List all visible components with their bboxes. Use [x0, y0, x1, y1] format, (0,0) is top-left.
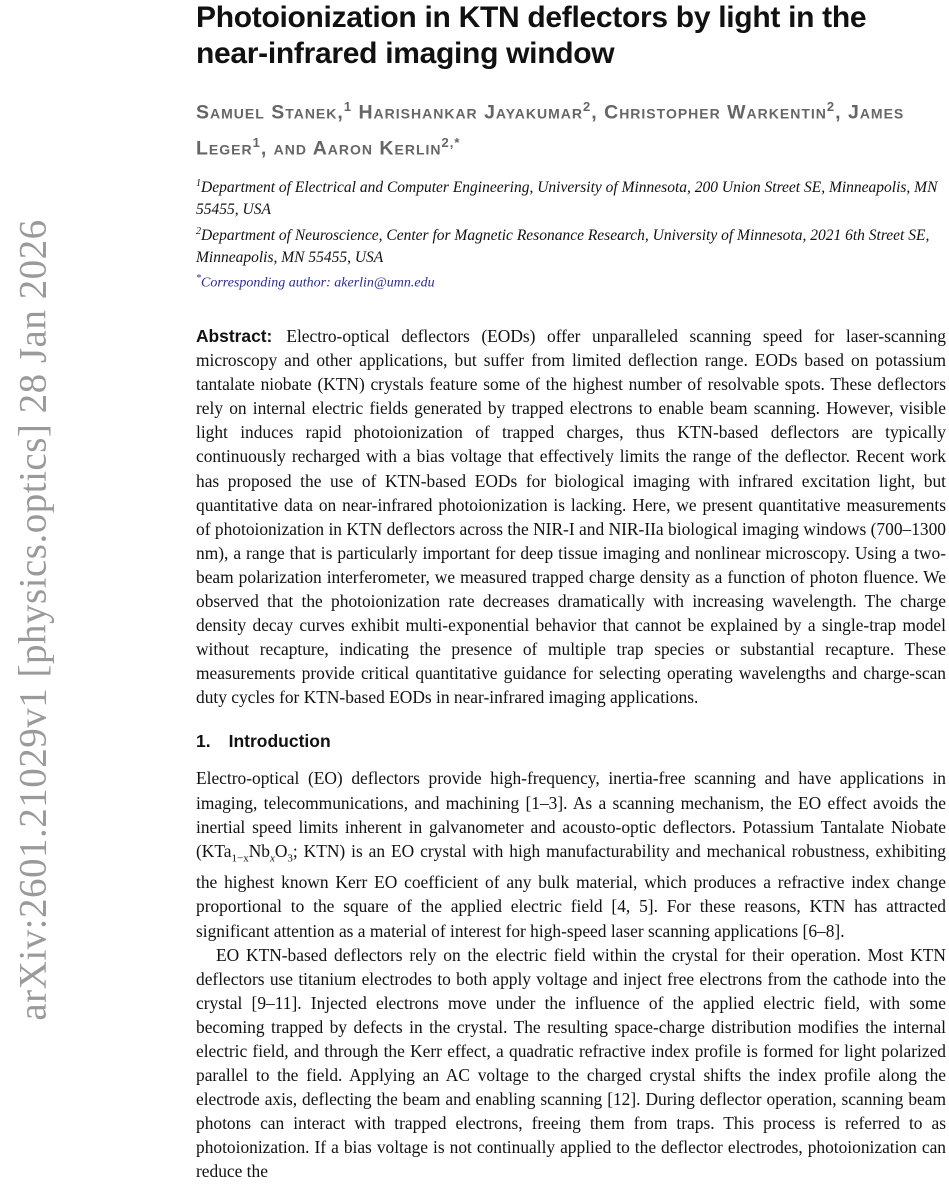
affiliation-text: Department of Electrical and Computer Engineering, University of Minnesota, 200 Union Street SE, Minneapolis, MN 55455, USA	[196, 179, 938, 219]
intro-paragraph-1	[196, 766, 946, 942]
affiliation-sup: 1	[196, 178, 201, 189]
text-run: ; KTN) is an EO crystal with high manufacturability and mechanical robustness, exhibiting the highest known Kerr EO coefficient of any bulk material, which produces a refractive index change proportional to the square of the applied electric field [4, 5]. For these reasons, KTN has attracted significant attention as a material of interest for high-speed laser scanning applications [6–8].	[196, 840, 946, 941]
affiliation	[196, 221, 946, 269]
author-name: Harishankar Jayakumar	[358, 101, 584, 124]
author-name: James Leger	[196, 101, 905, 159]
paper-body	[196, 0, 946, 1184]
arxiv-sidebar	[0, 0, 62, 1200]
abstract	[196, 324, 946, 710]
subscript: 3	[287, 852, 293, 865]
subscript: x	[269, 852, 275, 865]
section-title: Introduction	[228, 731, 331, 752]
corresponding-sup: *	[196, 273, 201, 285]
section-number: 1.	[196, 731, 211, 752]
author-sup: 1	[252, 134, 261, 150]
subscript: 1−x	[231, 852, 249, 865]
text-run: Nb	[248, 840, 270, 861]
intro-paragraph-2: EO KTN-based deflectors rely on the electric field within the crystal for their operation. Most KTN deflectors use titanium electrodes to both apply voltage and inject free electrons from the cathode into the crystal [9–11]. Injected electrons move under the influence of the applied electric field, with some becoming trapped by defects in the crystal. The resulting space-charge distribution modifies the internal electric field, and through the Kerr effect, a quadratic refractive index profile is formed for light polarized parallel to the field. Applying an AC voltage to the charged crystal shifts the index profile along the electrode axis, deflecting the beam and enabling scanning [12]. During deflector operation, scanning beam photons can interact with trapped electrons, freeing them from traps. This process is referred to as photoionization. If a bias voltage is not continually applied to the deflector electrodes, photoionization can reduce the	[196, 944, 946, 1182]
author-name: Samuel Stanek,	[196, 101, 344, 124]
paper-title: Photoionization in KTN deflectors by light in the near-infrared imaging window	[196, 1, 867, 70]
author-sup: 1	[343, 99, 353, 114]
affiliation-sup: 2	[196, 226, 201, 238]
author-sup: 2	[826, 99, 836, 114]
author-sup: 2	[583, 99, 592, 114]
affiliations	[196, 173, 946, 294]
abstract-text: Electro-optical deflectors (EODs) offer unparalleled scanning speed for laser-scanning microscopy and other applications, but suffer from limited deflection range. EODs based on potassium tantalate niobate (KTN) crystals feature some of the highest number of resolvable spots. These deflectors rely on internal electric fields generated by trapped electrons to enable beam scanning. However, visible light induces rapid photoionization of trapped charges, thus KTN-based deflectors are typically continuously recharged with a bias voltage that effectively limits the range of the deflector. Recent work has proposed the use of KTN-based EODs for biological imaging with infrared excitation light, but quantitative data on near-infrared photoionization is lacking. Here, we present quantitative measurements of photoionization in KTN deflectors across the NIR-I and NIR-IIa biological imaging windows (700–1300 nm), a range that is particularly important for deep tissue imaging and nonlinear microscopy. Using a two-beam polarization interferometer, we measured trapped charge density as a function of photon fluence. We observed that the photoionization rate decreases dramatically with increasing wavelength. The charge density decay curves exhibit multi-exponential behavior that cannot be explained by a single-trap model without recapture, indicating the presence of multiple trap species or substantial recapture. These measurements provide critical quantitative guidance for selecting operating wavelengths and charge-scan duty cycles for KTN-based EODs in near-infrared imaging applications.	[196, 325, 946, 708]
text-run: O	[274, 840, 288, 861]
abstract-label: Abstract:	[196, 325, 273, 346]
author-sup: 2,*	[441, 134, 461, 150]
affiliation	[196, 173, 946, 221]
corresponding-author[interactable]	[196, 269, 946, 294]
affiliation-text: Department of Neuroscience, Center for Magnetic Resonance Research, University of Minnesota, 2021 6th Street SE, Minneapolis, MN 55455, USA	[196, 227, 930, 267]
author-list: Samuel Stanek,$^1$ Harishankar Jayakumar$^2$, Christopher Warkentin$^2$, James Leger$^1$, and Aaron Kerlin$^{2,*}$	[196, 99, 905, 159]
section-heading	[196, 731, 946, 752]
author-name: and Aaron Kerlin	[273, 137, 442, 159]
corresponding-email[interactable]: Corresponding author: akerlin@umn.edu	[201, 275, 435, 291]
text-run: Electro-optical (EO) deflectors provide high-frequency, inertia-free scanning and have applications in imaging, telecommunications, and machining [1–3]. As a scanning mechanism, the EO effect avoids the inertial speed limits inherent in galvanometer and acousto-optic deflectors. Potassium Tantalate Niobate (KTa	[196, 768, 946, 861]
author-name: Christopher Warkentin	[604, 101, 827, 124]
arxiv-identifier: arXiv:2601.21029v1 [physics.optics] 28 Jan 2026	[11, 219, 55, 1021]
